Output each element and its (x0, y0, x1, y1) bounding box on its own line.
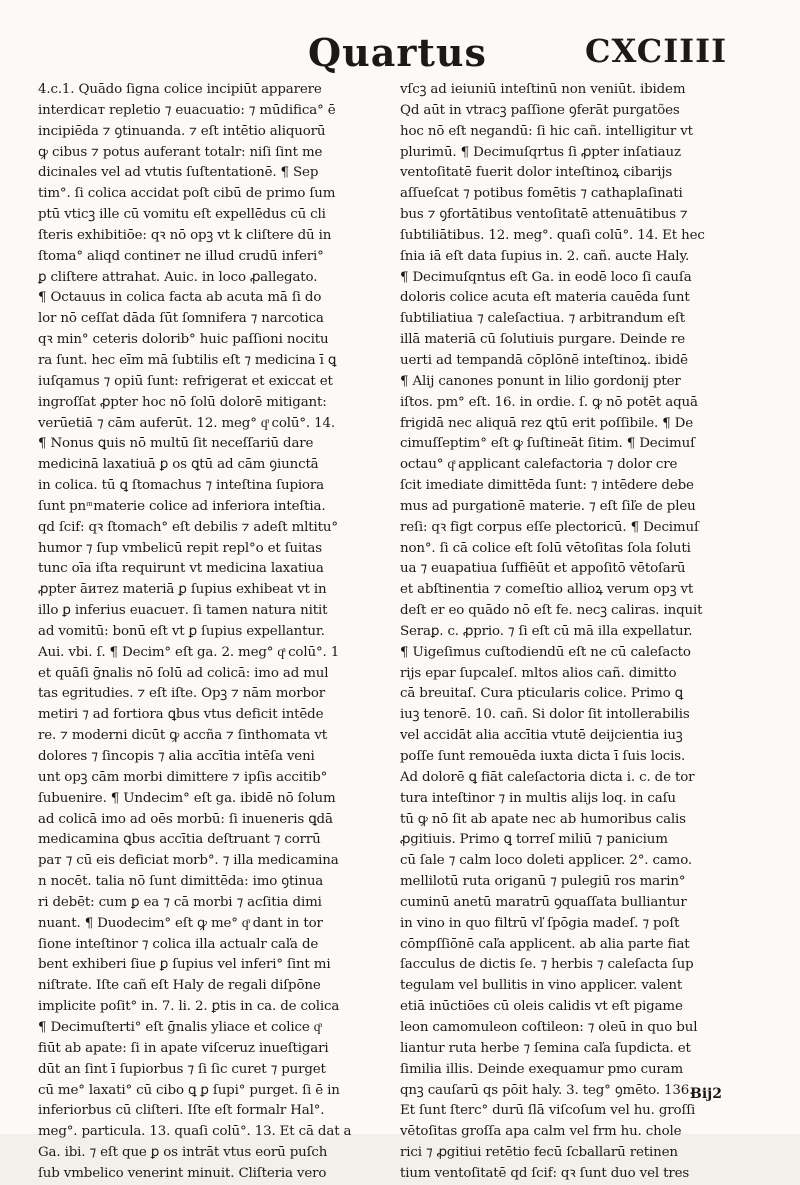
text-line: octau° qͣ applicant calefactoria ⁊ dolor cre (400, 457, 678, 473)
right-text-column (400, 80, 760, 1185)
text-line: aſſueſcat ⁊ potibus fomētis ⁊ cathaplaſinati (400, 186, 683, 202)
text-line: in colica. tū ꝗ ſtomachus ⁊ inteſtina ſupiora (38, 478, 325, 494)
text-line: 4.c.1. Quādo ſigna colice incipiūt apparere (38, 82, 322, 97)
text-line: ſcit imediate dimittēda ſunt: ⁊ intēdere debe (400, 478, 694, 494)
running-head-title: Quartus (308, 30, 487, 75)
text-line: dicinales vel ad vtutis ſuſtentationē. ¶ Sep (38, 165, 319, 181)
text-line: qꝛ min° ceteris dolorib° huic paſſioni nocitu (38, 332, 329, 348)
text-line: n nocēt. talia nō ſunt dimittēda: imo ꝯtinua (38, 874, 324, 890)
text-line: reſi: qꝛ figt corpus eſſe plectoricū. ¶ Decimuſ (400, 519, 699, 535)
text-line: Seraꝑ. c. ꝓprio. ⁊ ſi eſt cū mā illa expellatur. (400, 623, 693, 639)
text-line: mellilotū ruta origanū ⁊ pulegiū ros marin° (400, 874, 686, 890)
text-line: cōmpſſiōnē caľa applicent. ab alia parte fiat (400, 936, 690, 952)
text-line: metiri ⁊ ad fortiora ꝗbus vtus deficit intēde (38, 707, 324, 723)
text-line: ingroſſat ꝓpter hoc nō ſolū dolorē mitigant: (38, 394, 327, 410)
text-line: ua ⁊ euapatiua ſuffiēūt et appoſitō vētoſarū (400, 561, 686, 577)
text-line: ſunt pn ͫ materie colice ad inferiora inteſtia. (38, 498, 326, 514)
text-line: cū me° laxati° cū cibo ꝗ ꝑ ſupi° purget. ſi ē in (38, 1082, 340, 1098)
text-line: poſſe ſunt remouēda iuxta dicta ī ſuis locis. (400, 749, 686, 764)
text-line: ꝓpter āитez materiā ꝑ ſupius exhibeat vt in (38, 582, 327, 598)
text-line: ſtoma° aliqd contineт ne illud crudū inferi° (38, 248, 324, 264)
text-line: ¶ Alij canones ponunt in lilio gordonij pter (400, 373, 681, 389)
text-line: tunc oīa iſta requirunt vt medicina laxatiua (38, 561, 324, 577)
text-line: tim°. ſi colica accidat poſt cibū de primo ſum (38, 186, 336, 202)
text-line: qnꝫ cauſarū qs pōit haly. 3. teg° ꝯmēto. 136. (400, 1082, 694, 1098)
text-line: iuꝫ tenorē. 10. cañ. Si dolor ſit intollerabilis (400, 707, 690, 723)
text-line: ſub vmbelico venerint minuit. Cliſteria vero (38, 1165, 327, 1181)
text-line: doloris colice acuta eſt materia cauēda ſunt (400, 290, 690, 306)
signature-mark: Bij2 (690, 1086, 722, 1102)
folio-number: CXCIIII (585, 32, 728, 70)
text-line: humor ⁊ ſup vmbelicū repit repl°o et ſuitas (38, 540, 322, 556)
text-line: ri debēt: cum ꝑ ea ⁊ cā morbi ⁊ acſitia dimi (38, 894, 322, 910)
text-line: fiūt ab apate: ſi in apate viſceruz inueſtigari (38, 1040, 329, 1056)
text-line: hoc nō eſt negandū: ſi hic cañ. intelligitur vt (400, 123, 693, 139)
text-line: unt opꝫ cām morbi dimittere ⁊ ipſis accitib° (38, 769, 328, 785)
text-line: deſt er eo quādo nō eſt fe. necꝫ caliras. inquit (400, 603, 703, 619)
text-line: Ad dolorē ꝗ fiāt caleſactoria dicta i. c. de tor (400, 769, 695, 785)
text-line: cimuſſeptim° eſt ꝙ ſuſtineāt ſitim. ¶ Decimuſ (400, 436, 695, 452)
text-line: tium ventoſitatē qd ſcif: qꝛ ſunt duo vel tres (400, 1165, 690, 1181)
text-line: mus ad purgationē materie. ⁊ eſt ſiľe de pleu (400, 498, 696, 514)
text-line: medicinā laxatiuā ꝑ os ꝗtū ad cām ꝯiunctā (38, 457, 319, 473)
text-line: uerti ad tempandā cōplōnē inteſtinoꝝ. ibidē (400, 352, 688, 368)
text-line: tū ꝙ nō ſit ab apate nec ab humoribus calis (400, 811, 686, 827)
text-line: dūt an ſint ī ſupiorbus ⁊ ſi ſic curet ⁊ purget (38, 1061, 326, 1077)
text-line: rici ⁊ ꝓgitiui retētio fecū ſcballarū retinen (400, 1145, 678, 1161)
text-line: medicamina ꝗbus accītia deſtruant ⁊ corrū (38, 832, 321, 848)
text-line: qd ſcif: qꝛ ſtomach° eſt debilis ⁊ adeſt mltitu° (38, 519, 338, 535)
text-line: ptū vticꝫ ille cū vomitu eſt expellēdus cū cli (38, 207, 326, 223)
text-line: ¶ Uigeſimus cuſtodiendū eſt ne cū caleſacto (400, 644, 691, 660)
text-line: ra ſunt. hec eīm mā ſubtilis eſt ⁊ medicina ī ꝗ (38, 352, 337, 368)
text-line: vel accidāt alia accītia vtutē deijcientia iuꝫ (400, 728, 683, 744)
text-line: ꝙ cibus ⁊ potus auferant totalr: niſi ſint me (38, 144, 323, 160)
text-line: ſnia iā eſt data ſupius in. 2. cañ. aucte Haly. (400, 248, 690, 264)
text-line: tegulam vel bullitis in vino applicer. valent (400, 978, 683, 994)
text-line: ad colicā imo ad oēs morbū: ſi inueneris ꝗdā (38, 811, 333, 827)
text-line: iuſqamus ⁊ opiū ſunt: refrigerat et exiccat et (38, 373, 333, 389)
text-line: cā breuitaſ. Cura pticularis colice. Primo ꝗ (400, 686, 683, 702)
text-line: cū ſale ⁊ calm loco doleti applicer. 2°. camo. (400, 853, 692, 869)
text-line: Aui. vbi. ſ. ¶ Decim° eſt ga. 2. meg° qͣ colū°. 1 (38, 644, 340, 660)
text-line: leon camomuleon coſtileon: ⁊ oleū in quo bul (400, 1019, 698, 1035)
text-line: interdicaт repletio ⁊ euacuatio: ⁊ mūdifica° ē (38, 102, 336, 118)
text-line: nuant. ¶ Duodecim° eſt ꝙ me° qͣ dant in tor (38, 915, 323, 931)
text-line: ſubuenire. ¶ Undecim° eſt ga. ibidē nō ſolum (38, 790, 336, 806)
text-line: implicite poſit° in. 7. li. 2. ꝑtis in ca. de colica (38, 999, 340, 1015)
text-line: cuminū anetū maratrū ꝯquaſſata bulliantur (400, 894, 687, 910)
text-line: niſtrate. Iſte cañ eſt Haly de regali diſpōne (38, 978, 321, 994)
text-line: ¶ Octauus in colica facta ab acuta mā ſi do (38, 290, 322, 306)
text-line: bus ⁊ ꝯfortātibus ventoſitatē attenuātibus ⁊ (400, 207, 688, 223)
text-line: in vino in quo filtrū vľ ſpōgia madeſ. ⁊ poſt (400, 915, 680, 931)
text-line: etiā inūctiōes cū oleis calidis vt eſt pigame (400, 999, 683, 1015)
text-line: ¶ Decimuſqntus eſt Ga. in eodē loco ſi cauſa (400, 269, 692, 285)
text-line: non°. ſi cā colice eſt ſolū vētoſitas ſola ſoluti (400, 540, 691, 556)
text-line: incipiēda ⁊ ꝯtinuanda. ⁊ eſt intētio aliquorū (38, 123, 326, 139)
text-line: plurimū. ¶ Decimuſqrtus ſi ꝓpter inſatiauz (400, 144, 681, 160)
text-line: frigidā nec aliquā rez ꝗtū erit poſſibile. ¶ De (400, 415, 694, 431)
text-line: iſtos. pm° eſt. 16. in ordie. ſ. ꝙ nō potēt aquā (400, 394, 698, 410)
text-line: ſubtiliātibus. 12. meg°. quaſi colū°. 14. Et hec (400, 227, 705, 243)
text-line: dolores ⁊ ſincopis ⁊ alia accītia intēſa veni (38, 749, 315, 764)
text-line: bent exhiberi ſiue ꝑ ſupius vel inferi° ſint mi (38, 957, 331, 973)
text-line: rijs epar ſupcaleſ. mltos alios cañ. dimitto (400, 665, 677, 681)
text-line: re. ⁊ moderni dicūt ꝙ accña ⁊ ſinthomata vt (38, 728, 327, 744)
text-line: Et ſunt ſterc° durū ſlā viſcoſum vel hu. groſſi (400, 1103, 696, 1119)
text-line: et quāſi ḡnalis nō ſolū ad colicā: imo ad mul (38, 665, 329, 681)
text-line: illo ꝑ inferius euacueт. ſi tamen natura nitit (38, 603, 328, 619)
text-line: ſione inteſtinor ⁊ colica illa actualr caľa de (38, 936, 319, 952)
text-line: ad vomitū: bonū eſt vt ꝑ ſupius expellantur. (38, 623, 325, 639)
text-line: ſubtiliatiua ⁊ caleſactiua. ⁊ arbitrandum eſt (400, 311, 685, 327)
text-line: ſimilia illis. Deinde exequamur pmo curam (400, 1061, 684, 1077)
left-text-column (38, 80, 388, 1185)
text-line: illā materiā cū ſolutiuis purgare. Deinde re (400, 332, 686, 348)
text-line: verūetiā ⁊ cām auferūt. 12. meg° qͣ colū°. 14. (38, 415, 335, 431)
text-line: ¶ Nonus ꝗuis nō multū ſit neceſſariū dare (38, 436, 314, 452)
text-line: inferiorbus cū cliſteri. Iſte eſt formalr Hal°. (38, 1103, 325, 1119)
text-line: vētoſitas groſſa apa calm vel frm hu. chole (400, 1124, 682, 1140)
text-line: ventoſitatē fuerit dolor inteſtinoꝝ cibarijs (400, 165, 673, 181)
text-line: paт ⁊ cū eis deficiat morb°. ⁊ illa medicamina (38, 853, 339, 869)
text-line: ꝓgitiuis. Primo ꝗ torreſ miliū ⁊ panicium (400, 832, 668, 848)
text-line: tura inteſtinor ⁊ in multis alijs loq. in caſu (400, 790, 676, 806)
text-line: tas egritudies. ⁊ eſt iſte. Opꝫ ⁊ nām morbor (38, 686, 326, 702)
text-line: liantur ruta herbe ⁊ ſemina caľa ſupdicta. et (400, 1040, 691, 1056)
text-line: meg°. particula. 13. quaſi colū°. 13. Et cā dat a (38, 1124, 352, 1140)
text-line: Ga. ibi. ⁊ eſt que ꝑ os intrāt vtus eorū puſch (38, 1145, 328, 1161)
text-line: ſacculus de dictis ſe. ⁊ herbis ⁊ caleſacta ſup (400, 957, 694, 973)
text-line: vſcꝫ ad ieiuniū inteſtinū non veniūt. ibidem (400, 82, 686, 97)
text-line: ¶ Decimuſterti° eſt ḡnalis yliace et colice qͣ (38, 1019, 321, 1035)
text-line: Qd aūt in vtracꝫ paſſione ꝯferāt purgatões (400, 102, 680, 118)
text-line: et abſtinentia ⁊ comeſtio allioꝝ verum opꝫ vt (400, 582, 694, 598)
text-line: ſteris exhibitiōe: qꝛ nō opꝫ vt k cliſtere dū in (38, 227, 332, 243)
text-line: ꝑ cliſtere attrahat. Auic. in loco ꝓallegato. (38, 269, 318, 285)
text-line: lor nō ceſſat dāda ſūt ſomnifera ⁊ narcotica (38, 311, 324, 327)
